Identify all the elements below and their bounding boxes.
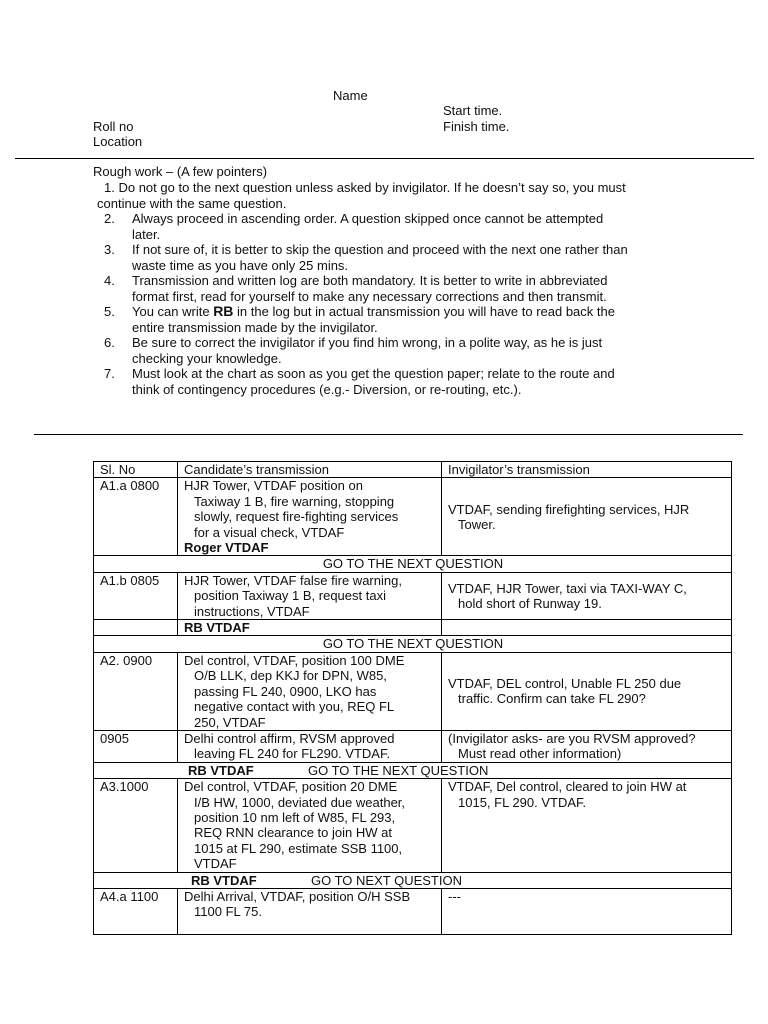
rough-work-list (97, 180, 697, 397)
location-label: Location (93, 134, 143, 149)
finish-time-label: Finish time. (443, 119, 510, 134)
notes-divider (34, 434, 743, 435)
table-row: A4.a 1100 Delhi Arrival, VTDAF, position O/H SSB 1100 FL 75. --- (94, 888, 732, 934)
table-row: 0905 Delhi control affirm, RVSM approved leaving FL 240 for FL290. VTDAF. (Invigilator asks- are you RVSM approved? Must read other information) (94, 730, 732, 762)
list-item: 5. You can write RB in the log but in actual transmission you will have to read back the entire transmission made by the invigilator. (104, 303, 615, 335)
header-sl-no: Sl. No (94, 462, 178, 478)
list-item: 1. Do not go to the next question unless asked by invigilator. If he doesn’t say so, you must continue with the same question. (97, 180, 626, 211)
readback-next-question-row: RB VTDAF GO TO THE NEXT QUESTION (94, 762, 732, 778)
start-time-label: Start time. (443, 103, 503, 118)
table-row: A1.b 0805 HJR Tower, VTDAF false fire warning, position Taxiway 1 B, request taxi instructions, VTDAF VTDAF, HJR Tower, taxi via TAXI-WAY C, hold short of Runway 19. (94, 572, 732, 619)
table-row: A1.a 0800 HJR Tower, VTDAF position on Taxiway 1 B, fire warning, stopping slowly, request fire-fighting services for a visual check, VTDAF Roger VTDAF VTDAF, sending firefighting services, HJR Tower. (94, 478, 732, 556)
table-row: A2. 0900 Del control, VTDAF, position 100 DME O/B LLK, dep KKJ for DPN, W85, passing FL 240, 0900, LKO has negative contact with you, REQ FL 250, VTDAF VTDAF, DEL control, Unable FL 250 due traffic. Confirm can take FL 290? (94, 652, 732, 730)
roll-no-label: Roll no (93, 119, 134, 134)
rb-emphasis: RB (213, 303, 234, 319)
next-question-row: GO TO THE NEXT QUESTION (94, 636, 732, 652)
list-item: 2. Always proceed in ascending order. A question skipped once cannot be attempted later. (104, 211, 604, 242)
header-invigilator: Invigilator’s transmission (442, 462, 732, 478)
transmission-table (93, 461, 732, 935)
list-item: 6. Be sure to correct the invigilator if you find him wrong, in a polite way, as he is just checking your knowledge. (104, 335, 603, 366)
rough-work-title: Rough work – (A few pointers) (93, 164, 268, 179)
next-question-row: GO TO THE NEXT QUESTION (94, 556, 732, 572)
roger-readback: Roger VTDAF (184, 540, 269, 556)
table-header-row (94, 462, 732, 478)
readback-next-question-row: RB VTDAF GO TO NEXT QUESTION (94, 872, 732, 888)
list-item: 3. If not sure of, it is better to skip the question and proceed with the next one rather than waste time as you have only 25 mins. (104, 242, 628, 273)
readback-row: RB VTDAF (94, 620, 732, 636)
header-candidate: Candidate’s transmission (178, 462, 442, 478)
list-item: 7. Must look at the chart as soon as you get the question paper; relate to the route and think of contingency procedures (e.g.- Diversion, or re-routing, etc.). (104, 366, 615, 397)
header-divider (15, 158, 754, 159)
table-row: A3.1000 Del control, VTDAF, position 20 DME I/B HW, 1000, deviated due weather, position 10 nm left of W85, FL 293, REQ RNN clearance to join HW at 1015 at FL 290, estimate SSB 1100, VTDAF VTDAF, Del control, cleared to join HW at 1015, FL 290. VTDAF. (94, 779, 732, 872)
name-label: Name (333, 88, 368, 103)
list-item: 4. Transmission and written log are both mandatory. It is better to write in abbreviated format first, read for yourself to make any necessary corrections and then transmit. (104, 273, 608, 304)
